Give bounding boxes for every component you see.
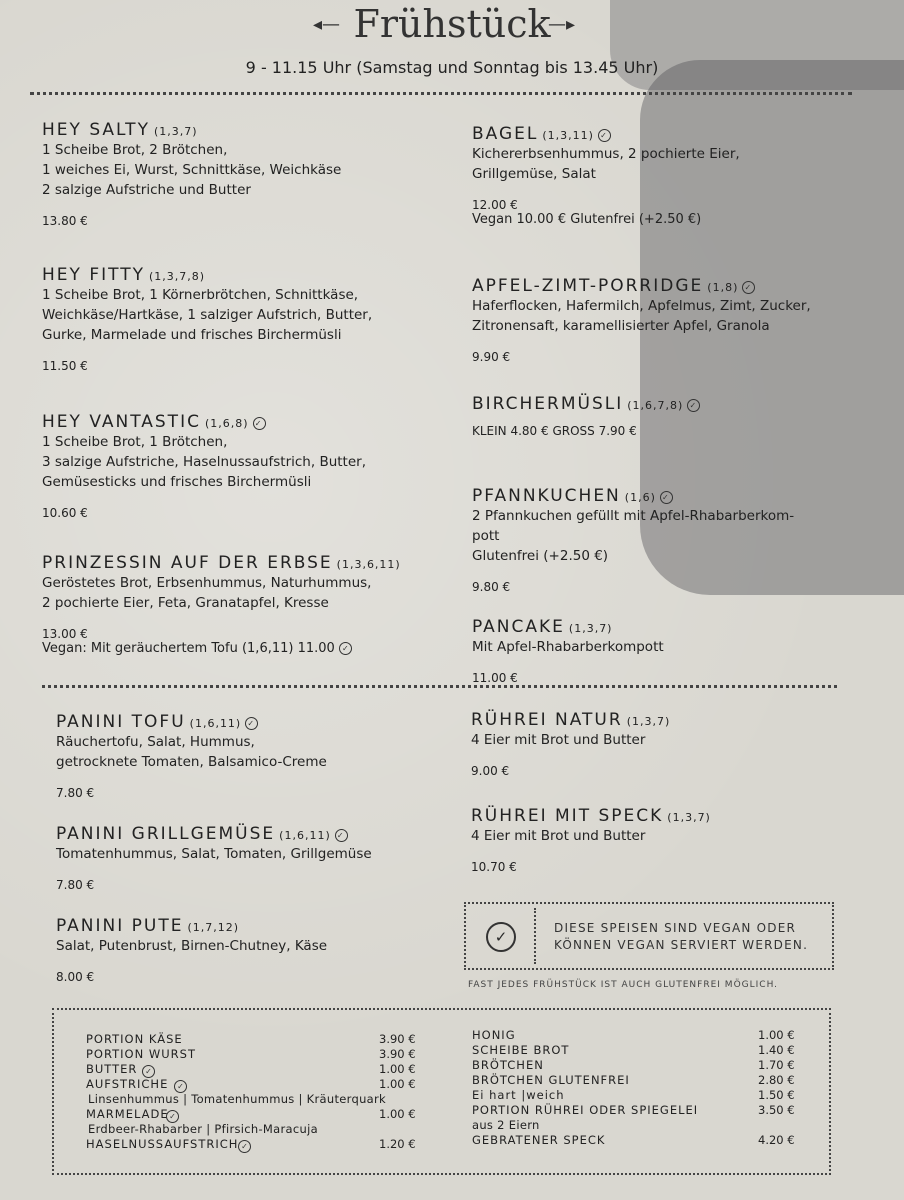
extra-price: 1.00 € xyxy=(379,1062,416,1076)
item-name xyxy=(42,412,366,432)
item-description: 2 salzige Aufstriche und Butter xyxy=(42,182,251,198)
vegan-leaf-icon: ✓ xyxy=(253,417,266,430)
item-description: 4 Eier mit Brot und Butter xyxy=(471,828,646,844)
vegan-leaf-icon: ✓ xyxy=(166,1110,179,1123)
item-price: 12.00 € xyxy=(472,198,518,212)
vegan-leaf-icon: ✓ xyxy=(142,1065,155,1078)
menu-item xyxy=(471,710,670,778)
item-name xyxy=(56,824,372,844)
item-title: PANINI GRILLGEMÜSE xyxy=(56,824,276,844)
vegan-leaf-icon: ✓ xyxy=(687,399,700,412)
item-title: BAGEL xyxy=(472,124,539,144)
item-price: 11.50 € xyxy=(42,359,88,373)
extra-name: BUTTER xyxy=(86,1062,138,1076)
extra-price: 1.50 € xyxy=(758,1088,795,1102)
extra-name: Ei hart |weich xyxy=(472,1088,565,1102)
vegan-legend-text xyxy=(554,920,808,954)
item-title: RÜHREI NATUR xyxy=(471,710,623,730)
item-name xyxy=(471,710,670,730)
vegan-legend-line: KÖNNEN VEGAN SERVIERT WERDEN. xyxy=(554,938,809,952)
item-description: Kichererbsenhummus, 2 pochierte Eier, xyxy=(472,146,740,162)
item-note-text: Vegan: Mit geräuchertem Tofu (1,6,11) 11.00 xyxy=(42,641,335,656)
item-description: 3 salzige Aufstriche, Haselnussaufstrich, Butter, xyxy=(42,454,366,470)
allergen-codes: (1,3,11) xyxy=(542,129,594,142)
item-price: 9.00 € xyxy=(471,764,510,778)
item-price: 7.80 € xyxy=(56,878,95,892)
menu-item xyxy=(42,120,341,228)
item-description: 1 weiches Ei, Wurst, Schnittkäse, Weichkäse xyxy=(42,162,342,178)
allergen-codes: (1,3,7,8) xyxy=(148,270,206,283)
item-description: 1 Scheibe Brot, 1 Brötchen, xyxy=(42,434,228,450)
divider xyxy=(30,92,852,95)
extra-name: GEBRATENER SPECK xyxy=(472,1133,606,1147)
item-name xyxy=(472,124,740,144)
extra-price: 3.90 € xyxy=(379,1032,416,1046)
item-description: 1 Scheibe Brot, 2 Brötchen, xyxy=(42,142,228,158)
item-description: Tomatenhummus, Salat, Tomaten, Grillgemüse xyxy=(56,846,372,862)
allergen-codes: (1,3,7) xyxy=(568,622,613,635)
item-description: Mit Apfel-Rhabarberkompott xyxy=(472,639,664,655)
item-name xyxy=(471,806,711,826)
menu-item xyxy=(472,617,664,685)
item-price: 9.80 € xyxy=(472,580,511,594)
item-description: pott xyxy=(472,528,500,544)
item-description: Zitronensaft, karamellisierter Apfel, Granola xyxy=(472,318,770,334)
allergen-codes: (1,3,7) xyxy=(626,715,671,728)
menu-item xyxy=(472,486,794,594)
allergen-codes: (1,6,11) xyxy=(189,717,242,730)
extra-price: 2.80 € xyxy=(758,1073,795,1087)
allergen-codes: (1,8) xyxy=(707,281,739,294)
vegan-legend-line: DIESE SPEISEN SIND VEGAN ODER xyxy=(554,921,797,935)
extra-name: HONIG xyxy=(472,1028,516,1042)
item-name xyxy=(472,486,794,506)
item-note-text: Vegan 10.00 € Glutenfrei (+2.50 €) xyxy=(472,212,702,227)
item-name xyxy=(472,617,664,637)
vegan-legend-box xyxy=(464,902,834,970)
vegan-leaf-icon: ✓ xyxy=(486,922,516,952)
extra-price: 3.50 € xyxy=(758,1103,795,1117)
extra-name: PORTION WURST xyxy=(86,1047,196,1061)
item-description: Haferflocken, Hafermilch, Apfelmus, Zimt, Zucker, xyxy=(472,298,811,314)
extra-name: PORTION KÄSE xyxy=(86,1032,183,1046)
allergen-codes: (1,6) xyxy=(624,491,656,504)
extra-price: 1.70 € xyxy=(758,1058,795,1072)
allergen-codes: (1,3,7) xyxy=(153,125,198,138)
item-price: 13.00 € xyxy=(42,627,88,641)
extra-price: 4.20 € xyxy=(758,1133,795,1147)
item-name xyxy=(472,276,811,296)
item-description: Weichkäse/Hartkäse, 1 salziger Aufstrich, Butter, xyxy=(42,307,373,323)
extra-name: AUFSTRICHE xyxy=(86,1077,169,1091)
vegan-leaf-icon: ✓ xyxy=(598,129,611,142)
menu-item xyxy=(56,824,372,892)
vegan-leaf-icon: ✓ xyxy=(174,1080,187,1093)
item-title: HEY SALTY xyxy=(42,120,150,140)
vegan-leaf-icon: ✓ xyxy=(245,717,258,730)
item-price: 10.60 € xyxy=(42,506,88,520)
allergen-codes: (1,7,12) xyxy=(187,921,240,934)
menu-item xyxy=(472,394,700,438)
item-name xyxy=(42,265,372,285)
extras-box xyxy=(52,1008,831,1175)
item-title: HEY FITTY xyxy=(42,265,145,285)
item-price: 10.70 € xyxy=(471,860,517,874)
item-description: Räuchertofu, Salat, Hummus, xyxy=(56,734,255,750)
extra-price: 3.90 € xyxy=(379,1047,416,1061)
menu-item xyxy=(472,124,740,227)
extra-subtext: aus 2 Eiern xyxy=(472,1118,540,1132)
arrow-left-icon: ◂— xyxy=(313,14,341,35)
menu-item xyxy=(471,806,711,874)
extra-name: BRÖTCHEN xyxy=(472,1058,544,1072)
item-title: PANINI TOFU xyxy=(56,712,186,732)
item-description: Geröstetes Brot, Erbsenhummus, Naturhummus, xyxy=(42,575,372,591)
item-name xyxy=(472,394,700,414)
vegan-leaf-icon: ✓ xyxy=(335,829,348,842)
item-title: PANCAKE xyxy=(472,617,565,637)
opening-hours: 9 - 11.15 Uhr (Samstag und Sonntag bis 13.45 Uhr) xyxy=(245,58,659,77)
item-description: 2 pochierte Eier, Feta, Granatapfel, Kresse xyxy=(42,595,329,611)
menu-item xyxy=(56,916,327,984)
menu-item xyxy=(42,412,366,520)
item-description: Salat, Putenbrust, Birnen-Chutney, Käse xyxy=(56,938,328,954)
item-title: BIRCHERMÜSLI xyxy=(472,394,624,414)
allergen-codes: (1,6,11) xyxy=(279,829,331,842)
vegan-leaf-icon: ✓ xyxy=(660,491,673,504)
arrow-right-icon: —▸ xyxy=(548,14,576,35)
allergen-codes: (1,3,6,11) xyxy=(336,558,401,571)
item-title: APFEL-ZIMT-PORRIDGE xyxy=(472,276,704,296)
extra-price: 1.40 € xyxy=(758,1043,795,1057)
vegan-leaf-icon: ✓ xyxy=(742,281,755,294)
divider xyxy=(534,908,536,964)
extra-subtext: Linsenhummus | Tomatenhummus | Kräuterquark xyxy=(88,1092,387,1106)
extra-subtext: Erdbeer-Rhabarber | Pfirsich-Maracuja xyxy=(88,1122,318,1136)
extra-price: 1.20 € xyxy=(379,1137,416,1151)
item-price: 13.80 € xyxy=(42,214,88,228)
item-description: Grillgemüse, Salat xyxy=(472,166,596,182)
item-title: PRINZESSIN AUF DER ERBSE xyxy=(42,553,333,573)
item-name xyxy=(42,120,341,140)
extra-name: MARMELADE xyxy=(86,1107,169,1121)
gluten-free-note: FAST JEDES FRÜHSTÜCK IST AUCH GLUTENFREI MÖGLICH. xyxy=(468,980,779,990)
item-title: RÜHREI MIT SPECK xyxy=(471,806,664,826)
item-description: 2 Pfannkuchen gefüllt mit Apfel-Rhabarberkom- xyxy=(472,508,795,524)
item-description: 4 Eier mit Brot und Butter xyxy=(471,732,646,748)
item-description: 1 Scheibe Brot, 1 Körnerbrötchen, Schnittkäse, xyxy=(42,287,359,303)
menu-item xyxy=(42,553,401,656)
item-title: PFANNKUCHEN xyxy=(472,486,621,506)
extra-price: 1.00 € xyxy=(379,1077,416,1091)
item-title: PANINI PUTE xyxy=(56,916,184,936)
extra-name: SCHEIBE BROT xyxy=(472,1043,570,1057)
item-price: 9.90 € xyxy=(472,350,511,364)
divider xyxy=(42,685,837,688)
extra-name: PORTION RÜHREI ODER SPIEGELEI xyxy=(472,1103,699,1117)
item-price: KLEIN 4.80 € GROSS 7.90 € xyxy=(472,424,637,438)
item-price: 11.00 € xyxy=(472,671,518,685)
item-name xyxy=(56,712,327,732)
item-name xyxy=(56,916,327,936)
extra-price: 1.00 € xyxy=(758,1028,795,1042)
vegan-leaf-icon: ✓ xyxy=(339,642,352,655)
allergen-codes: (1,3,7) xyxy=(667,811,711,824)
menu-item xyxy=(42,265,372,373)
item-description: Glutenfrei (+2.50 €) xyxy=(472,548,609,564)
allergen-codes: (1,6,8) xyxy=(204,417,249,430)
item-price: 7.80 € xyxy=(56,786,95,800)
extra-price: 1.00 € xyxy=(379,1107,416,1121)
extra-name: HASELNUSSAUFSTRICH xyxy=(86,1137,239,1151)
menu-item xyxy=(472,276,811,364)
item-note xyxy=(42,641,401,656)
item-description: Gemüsesticks und frisches Birchermüsli xyxy=(42,474,312,490)
vegan-leaf-icon: ✓ xyxy=(238,1140,251,1153)
allergen-codes: (1,6,7,8) xyxy=(627,399,684,412)
item-note xyxy=(472,212,740,227)
item-description: Gurke, Marmelade und frisches Birchermüsli xyxy=(42,327,342,343)
item-name xyxy=(42,553,401,573)
page-title: Frühstück xyxy=(353,2,551,46)
item-title: HEY VANTASTIC xyxy=(42,412,201,432)
extra-name: BRÖTCHEN GLUTENFREI xyxy=(472,1073,630,1087)
menu-item xyxy=(56,712,327,800)
item-price: 8.00 € xyxy=(56,970,95,984)
item-description: getrocknete Tomaten, Balsamico-Creme xyxy=(56,754,327,770)
